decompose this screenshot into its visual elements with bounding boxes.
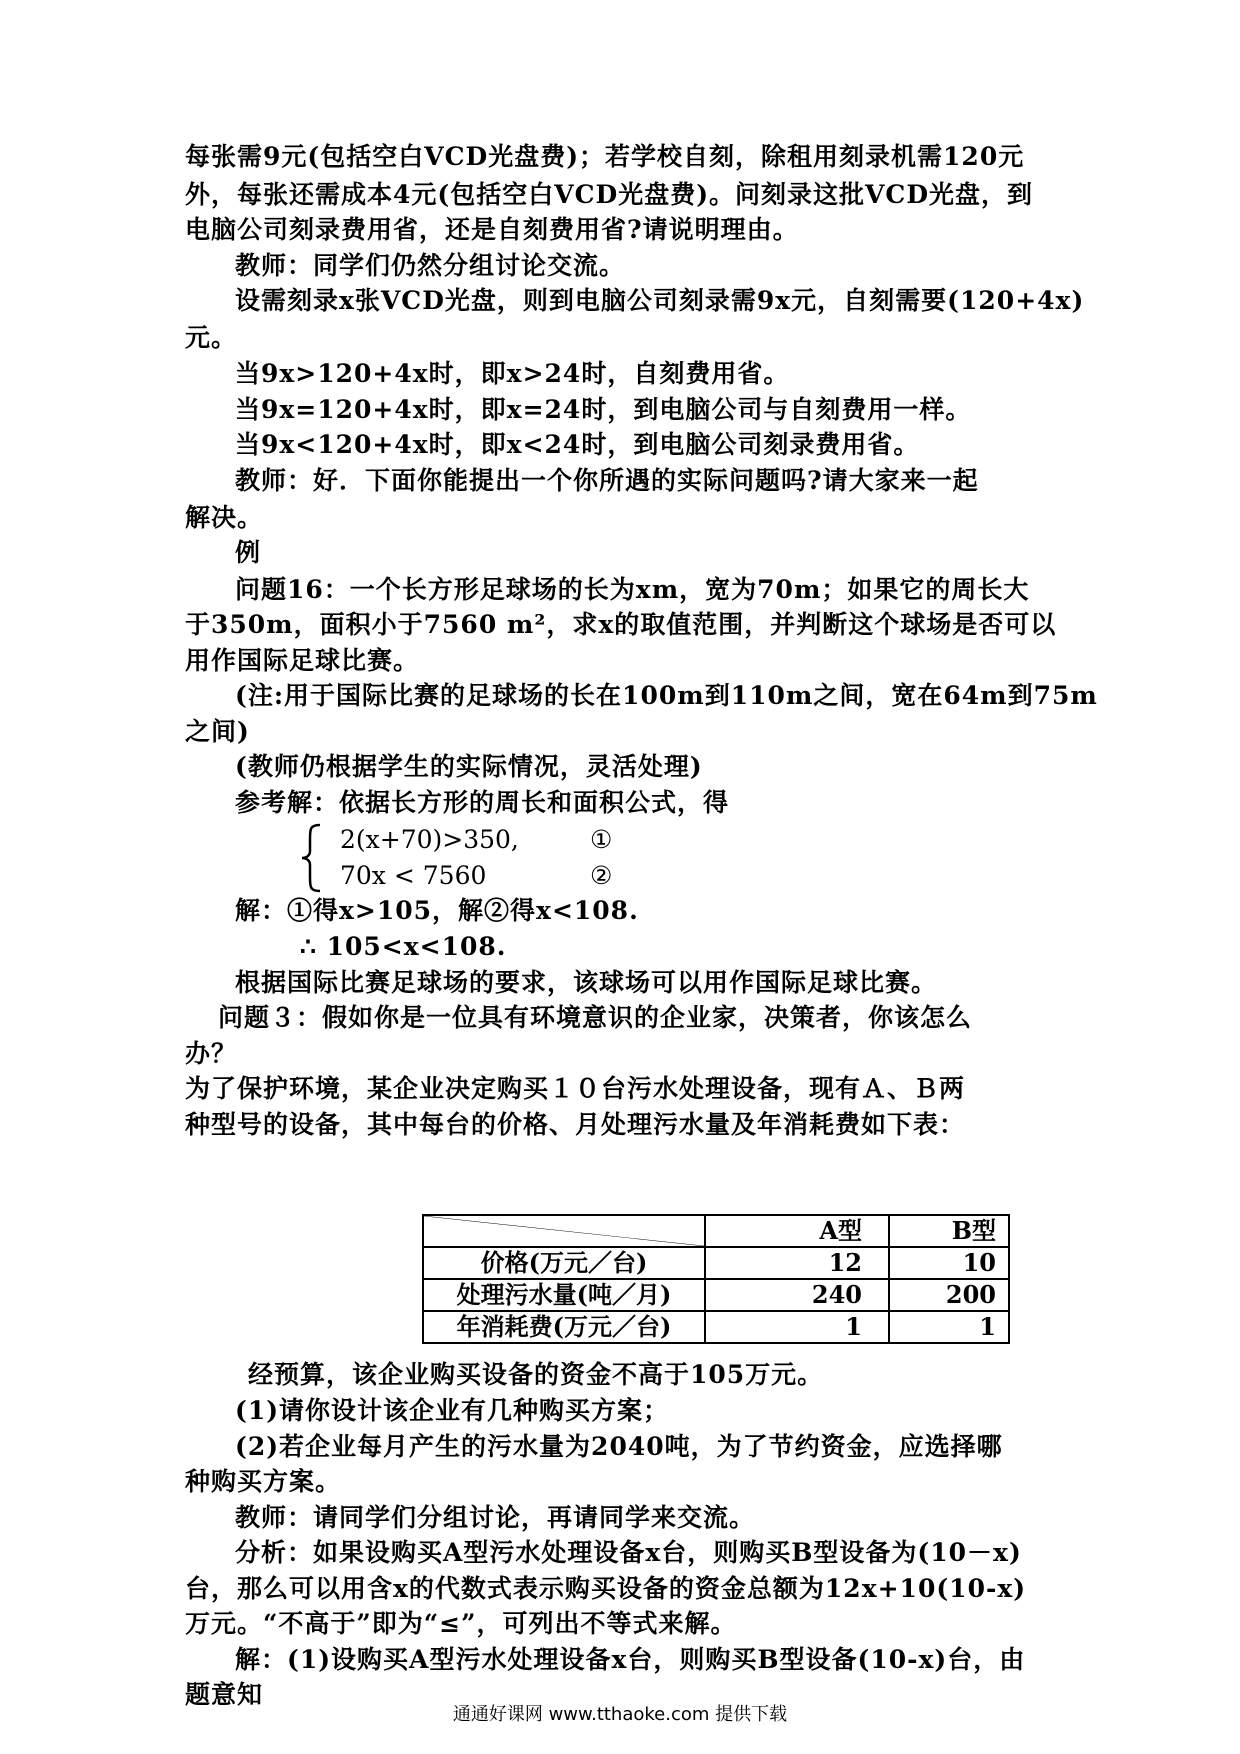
text-line: 外，每张还需成本4元(包括空白VCD光盘费)。问刻录这批VCD光盘，到 <box>185 180 1034 209</box>
text-line: 当9x>120+4x时，即x>24时，自刻费用省。 <box>235 359 790 388</box>
table-header-row <box>423 1215 1009 1247</box>
text-line: ∴ 105<x<108. <box>300 932 507 961</box>
text-line: 办？ <box>185 1039 238 1068</box>
text-line: 参考解：依据长方形的周长和面积公式，得 <box>235 788 730 817</box>
text-line: 解：①得x>105，解②得x<108. <box>235 896 639 925</box>
text-line: 问题３：假如你是一位具有环境意识的企业家，决策者，你该怎么 <box>218 1003 973 1032</box>
table-header-a: A型 <box>705 1215 889 1247</box>
left-brace-icon <box>300 823 322 893</box>
text-line: 根据国际比赛足球场的要求，该球场可以用作国际足球比赛。 <box>235 968 938 997</box>
equation-tag-1: ① <box>590 825 613 854</box>
text-line: 为了保护环境，某企业决定购买１０台污水处理设备，现有Ａ、Ｂ两 <box>185 1074 966 1103</box>
table-header-b: B型 <box>889 1215 1009 1247</box>
text-line: 教师：请同学们分组讨论，再请同学来交流。 <box>235 1503 756 1532</box>
text-line: 例 <box>235 538 262 567</box>
text-line: 元。 <box>185 323 238 352</box>
text-line: (注:用于国际比赛的足球场的长在100m到110m之间，宽在64m到75m <box>235 681 1098 710</box>
text-line: 解：(1)设购买A型污水处理设备x台，则购买B型设备(10-x)台，由 <box>235 1645 1026 1674</box>
table-cell-a: 12 <box>705 1247 889 1279</box>
table-row <box>423 1247 1009 1279</box>
text-line: 当9x<120+4x时，即x<24时，到电脑公司刻录费用省。 <box>235 430 920 459</box>
table-cell-b: 200 <box>889 1279 1009 1311</box>
diagonal-line-icon <box>424 1216 704 1246</box>
text-line: (教师仍根据学生的实际情况，灵活处理) <box>235 752 703 781</box>
table-row <box>423 1279 1009 1311</box>
text-line: 台，那么可以用含x的代数式表示购买设备的资金总额为12x+10(10-x) <box>185 1574 1027 1603</box>
text-line: 经预算，该企业购买设备的资金不高于105万元。 <box>248 1360 824 1389</box>
text-line: 电脑公司刻录费用省，还是自刻费用省?请说明理由。 <box>185 215 799 244</box>
text-line: 教师：同学们仍然分组讨论交流。 <box>235 251 626 280</box>
text-line: 于350m，面积小于7560 m²，求x的取值范围，并判断这个球场是否可以 <box>185 610 1057 639</box>
table-row-label: 价格(万元／台) <box>423 1247 705 1279</box>
text-line: (2)若企业每月产生的污水量为2040吨，为了节约资金，应选择哪 <box>235 1432 1003 1461</box>
text-line: 之间) <box>185 717 250 746</box>
equation-tag-2: ② <box>590 861 613 890</box>
table-cell-a: 1 <box>705 1311 889 1343</box>
table-corner-cell <box>423 1215 705 1247</box>
text-line: 教师：好．下面你能提出一个你所遇的实际问题吗?请大家来一起 <box>235 466 979 495</box>
text-line: 分析：如果设购买A型污水处理设备x台，则购买B型设备为(10－x) <box>235 1538 1022 1567</box>
table-row <box>423 1311 1009 1343</box>
text-line: 万元。“不高于”即为“≤”，可列出不等式来解。 <box>185 1609 737 1638</box>
text-line: 种型号的设备，其中每台的价格、月处理污水量及年消耗费如下表： <box>185 1110 966 1139</box>
table-cell-a: 240 <box>705 1279 889 1311</box>
table-cell-b: 10 <box>889 1247 1009 1279</box>
table-row-label: 年消耗费(万元／台) <box>423 1311 705 1343</box>
text-line: (1)请你设计该企业有几种购买方案； <box>235 1396 670 1425</box>
page-footer: 通通好课网 www.tthaoke.com 提供下载 <box>452 1704 788 1725</box>
equipment-table <box>422 1214 1010 1344</box>
text-line: 题意知 <box>185 1680 264 1709</box>
text-line: 每张需9元(包括空白VCD光盘费)；若学校自刻，除租用刻录机需120元 <box>185 142 1025 171</box>
system-equation-1: 2(x+70)>350, <box>340 825 519 854</box>
text-line: 解决。 <box>185 503 264 532</box>
table-cell-b: 1 <box>889 1311 1009 1343</box>
text-line: 用作国际足球比赛。 <box>185 646 420 675</box>
text-line: 当9x=120+4x时，即x=24时，到电脑公司与自刻费用一样。 <box>235 395 972 424</box>
text-line: 种购买方案。 <box>185 1467 342 1496</box>
table-row-label: 处理污水量(吨／月) <box>423 1279 705 1311</box>
text-line: 设需刻录x张VCD光盘，则到电脑公司刻录需9x元，自刻需要(120+4x) <box>235 286 1085 315</box>
text-line: 问题16：一个长方形足球场的长为xm，宽为70m；如果它的周长大 <box>235 575 1030 604</box>
system-equation-2: 70x < 7560 <box>340 861 487 890</box>
